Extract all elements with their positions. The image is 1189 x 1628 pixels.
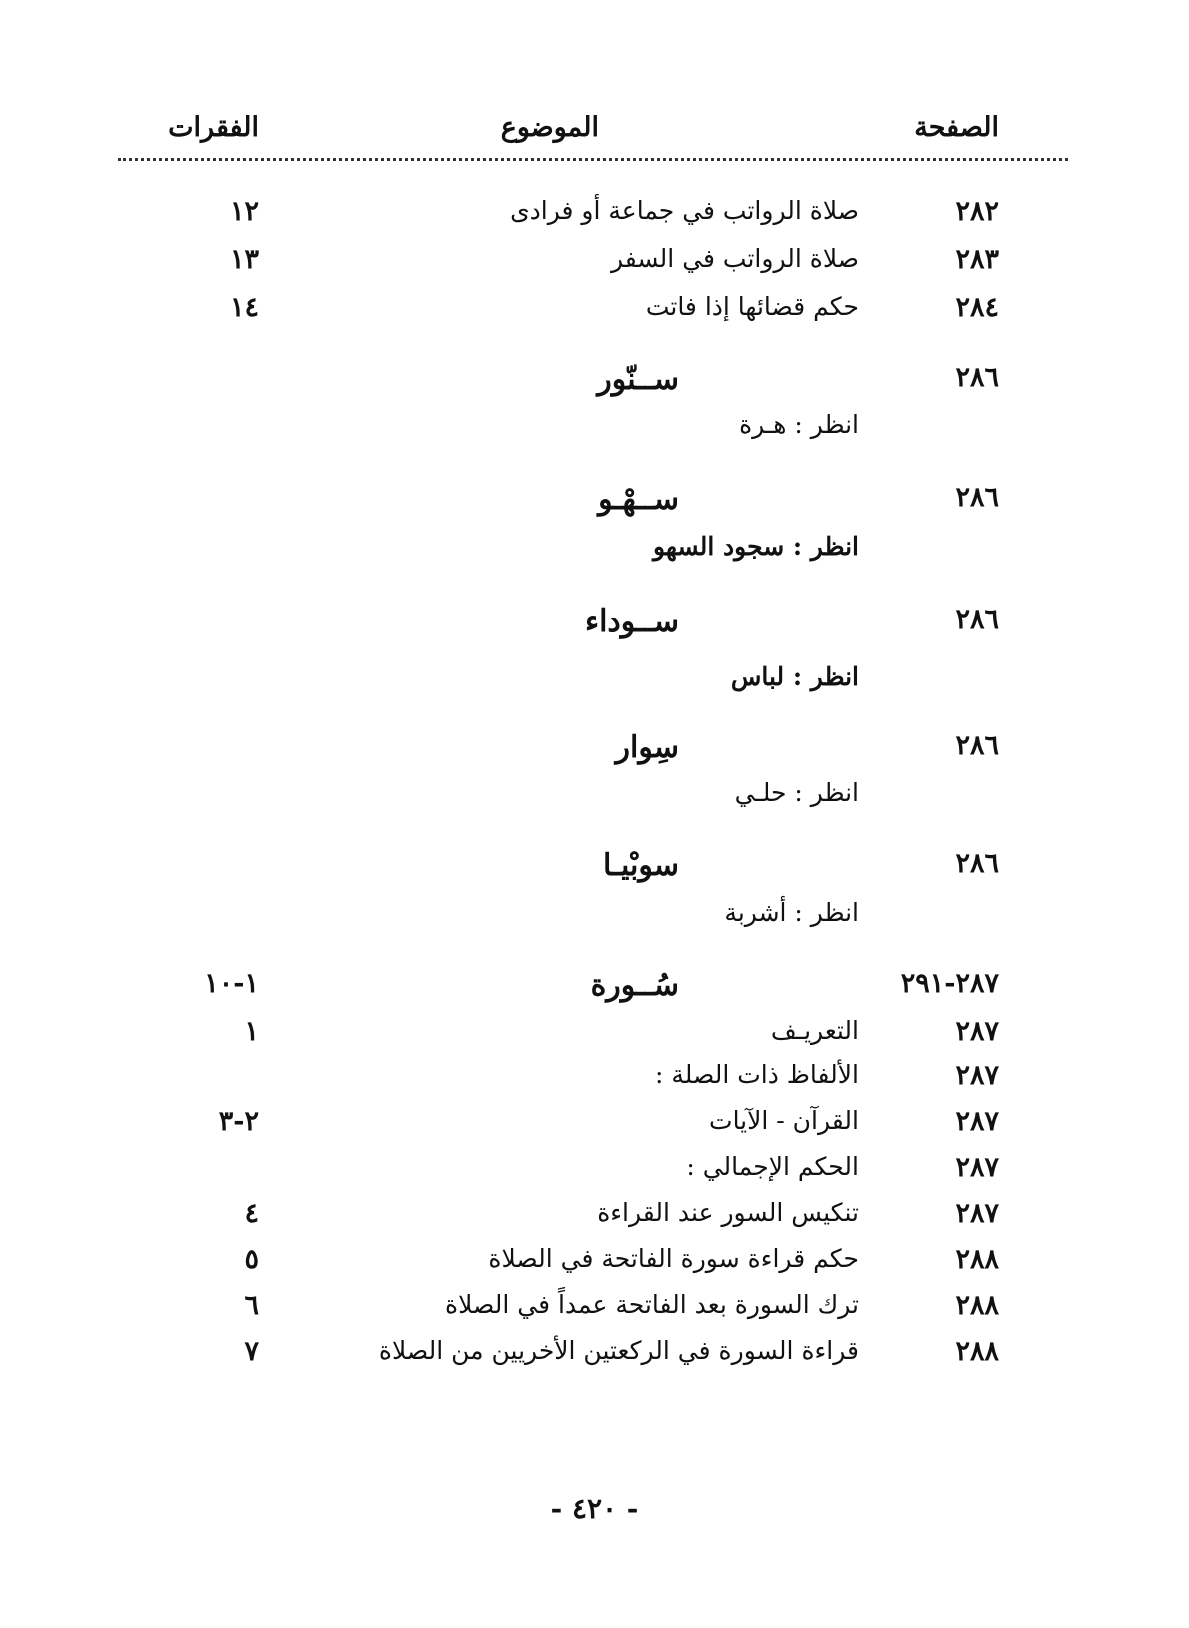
row-page: ٢٨٣ [955, 244, 999, 275]
index-row [0, 244, 1189, 284]
see-also-text: انظر : هـرة [739, 410, 859, 439]
row-paragraphs: ١ [244, 1016, 259, 1047]
row-heading: ســوداء [584, 604, 679, 639]
row-topic: صلاة الرواتب في جماعة أو فرادى [510, 196, 859, 225]
index-heading-row [0, 482, 1189, 522]
row-heading: سُــورة [590, 968, 679, 1003]
row-page: ٢٨٤ [955, 292, 999, 323]
see-also-text: انظر : حلـي [734, 778, 859, 807]
index-heading-row [0, 604, 1189, 644]
page-number: - ٤٢٠ - [550, 1492, 639, 1525]
see-also-row [0, 898, 1189, 938]
see-also-text: انظر : أشربة [724, 898, 859, 927]
index-heading-row [0, 968, 1189, 1008]
row-page: ٢٨٧ [955, 1152, 999, 1183]
row-page: ٢٨٦ [955, 482, 999, 513]
row-topic: تنكيس السور عند القراءة [597, 1198, 859, 1227]
row-topic: القرآن - الآيات [709, 1106, 859, 1135]
row-topic: قراءة السورة في الركعتين الأخريين من الصلاة [378, 1336, 859, 1365]
row-paragraphs: ٦ [244, 1290, 259, 1321]
row-topic: ترك السورة بعد الفاتحة عمداً في الصلاة [445, 1290, 859, 1319]
row-topic: الحكم الإجمالي : [686, 1152, 859, 1181]
row-page: ٢٨٧-٢٩١ [900, 968, 999, 999]
row-paragraphs: ٤ [244, 1198, 259, 1229]
see-also-row [0, 662, 1189, 702]
row-page: ٢٨٦ [955, 362, 999, 393]
index-heading-row [0, 848, 1189, 888]
row-paragraphs: ٥ [244, 1244, 259, 1275]
row-topic: التعريـف [770, 1016, 859, 1045]
row-page: ٢٨٢ [955, 196, 999, 227]
index-row [0, 1152, 1189, 1192]
row-page: ٢٨٨ [955, 1290, 999, 1321]
row-page: ٢٨٧ [955, 1106, 999, 1137]
row-heading: سوبْيـا [603, 848, 679, 883]
row-heading: ســهْـو [598, 482, 679, 517]
row-heading: ســنّور [597, 362, 679, 397]
header-topic-column: الموضوع [500, 112, 599, 143]
index-row [0, 1198, 1189, 1238]
see-also-text: انظر : سجود السهو [653, 532, 859, 561]
row-topic: حكم قضائها إذا فاتت [645, 292, 859, 321]
see-also-text: انظر : لباس [730, 662, 859, 691]
see-also-row [0, 778, 1189, 818]
row-page: ٢٨٨ [955, 1336, 999, 1367]
row-paragraphs: ٧ [244, 1336, 259, 1367]
header-dotted-divider [118, 158, 1068, 161]
see-also-row [0, 410, 1189, 450]
index-row [0, 1106, 1189, 1146]
index-row [0, 1060, 1189, 1100]
row-topic: صلاة الرواتب في السفر [610, 244, 859, 273]
index-row [0, 1244, 1189, 1284]
index-heading-row [0, 730, 1189, 770]
row-topic: الألفاظ ذات الصلة : [654, 1060, 859, 1089]
row-paragraphs: ١-١٠ [204, 968, 259, 999]
row-topic: حكم قراءة سورة الفاتحة في الصلاة [488, 1244, 859, 1273]
index-row [0, 1336, 1189, 1376]
see-also-row [0, 532, 1189, 572]
row-page: ٢٨٦ [955, 730, 999, 761]
index-heading-row [0, 362, 1189, 402]
header-page-column: الصفحة [914, 112, 999, 143]
row-paragraphs: ١٣ [229, 244, 259, 275]
row-page: ٢٨٨ [955, 1244, 999, 1275]
row-page: ٢٨٧ [955, 1198, 999, 1229]
row-paragraphs: ١٤ [229, 292, 259, 323]
index-row [0, 1290, 1189, 1330]
index-row [0, 292, 1189, 332]
row-page: ٢٨٦ [955, 848, 999, 879]
row-page: ٢٨٧ [955, 1060, 999, 1091]
row-page: ٢٨٦ [955, 604, 999, 635]
row-heading: سِوار [615, 730, 679, 765]
row-paragraphs: ٢-٣ [218, 1106, 259, 1137]
row-paragraphs: ١٢ [229, 196, 259, 227]
row-page: ٢٨٧ [955, 1016, 999, 1047]
index-row [0, 1016, 1189, 1056]
header-paragraphs-column: الفقرات [168, 112, 259, 143]
index-row [0, 196, 1189, 236]
